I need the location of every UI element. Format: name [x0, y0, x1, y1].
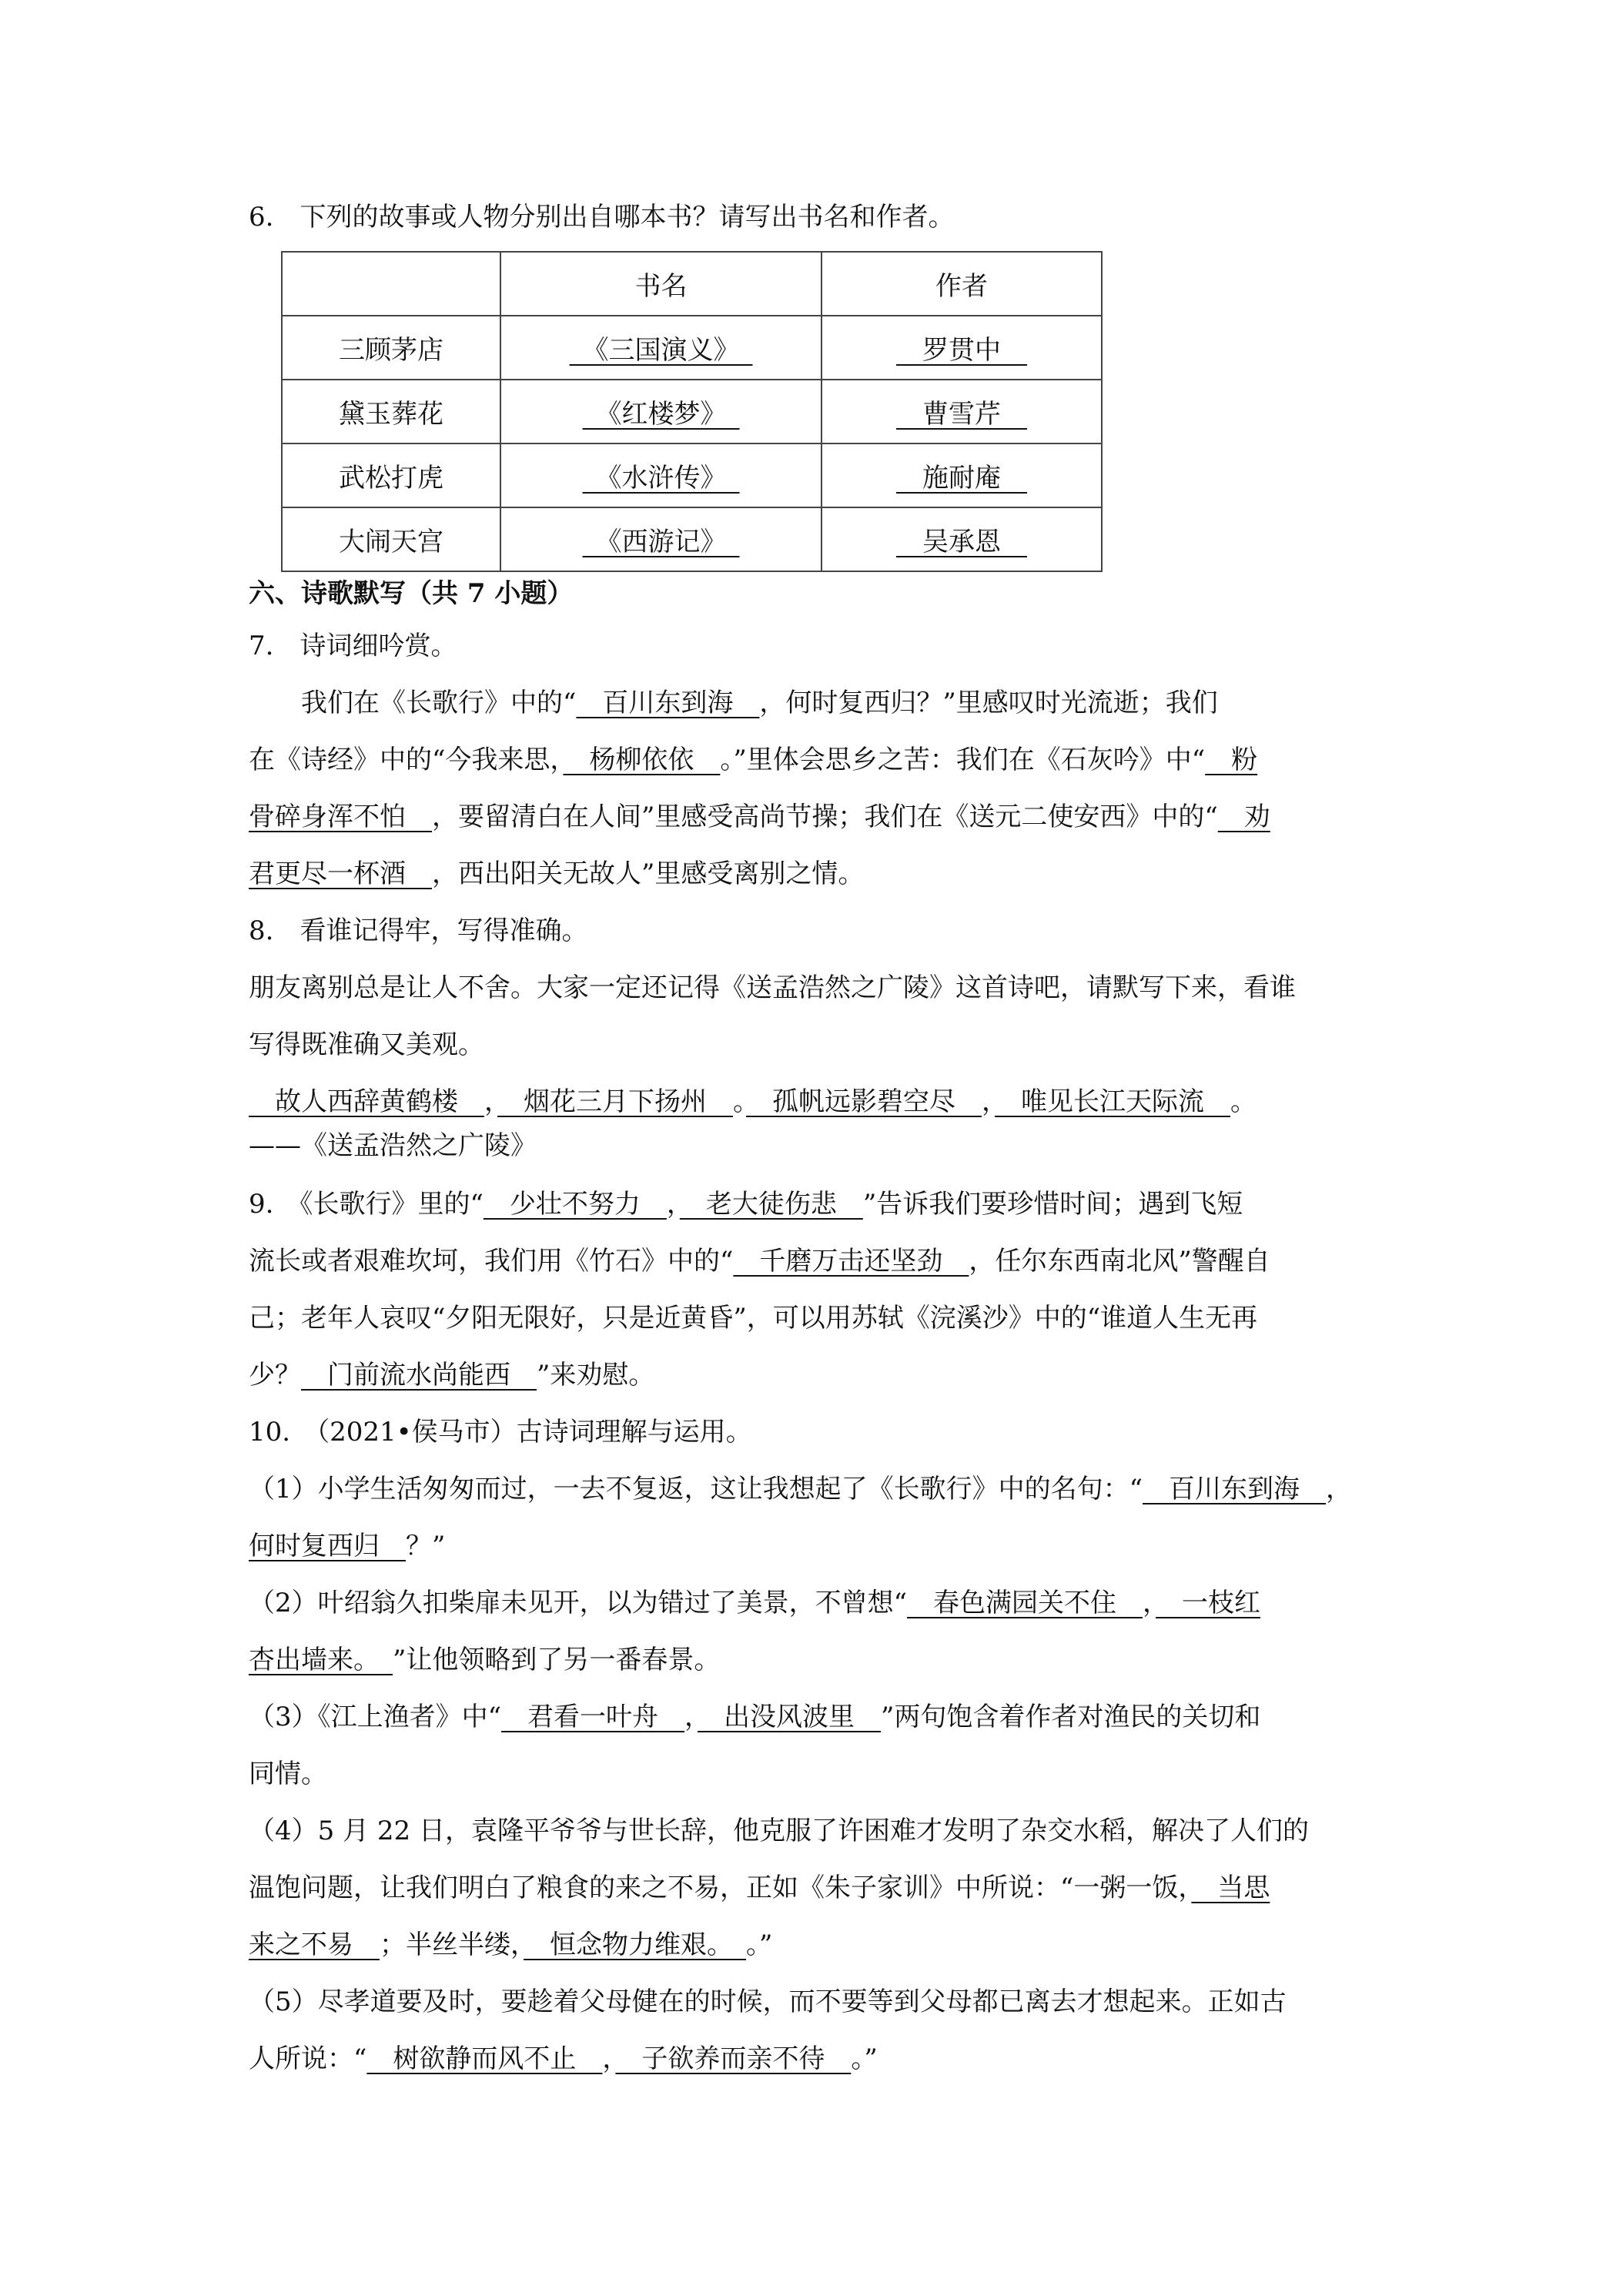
header-empty: [282, 252, 500, 316]
text: ，: [666, 1189, 680, 1220]
answer-blank: 君看一叶舟: [501, 1702, 685, 1732]
q10-title: 10. （2021•侯马市）古诗词理解与运用。: [249, 1417, 752, 1448]
q8-title: 8. 看谁记得牢，写得准确。: [249, 915, 588, 946]
text: 温饱问题，让我们明白了粮食的来之不易，正如《朱子家训》中所说：“一粥一饭，: [249, 1873, 1192, 1903]
book-answer: 《三国演义》: [569, 335, 753, 366]
text: ”让他领略到了另一番春景。: [393, 1645, 721, 1675]
q7-line: [249, 745, 1388, 775]
q10-line: [249, 1531, 1388, 1561]
answer-blank: 故人西辞黄鹤楼: [249, 1086, 484, 1117]
text: （2）叶绍翁久扣柴扉未见开，以为错过了美景，不曾想“: [249, 1588, 908, 1618]
q10-line: [249, 1702, 1388, 1732]
answer-blank: 君更尽一杯酒: [249, 858, 432, 889]
book-answer: 《西游记》: [582, 527, 740, 557]
text: ；半丝半缕，: [380, 1930, 524, 1960]
answer-blank: 百川东到海: [1143, 1474, 1327, 1504]
answer-blank: 劝: [1217, 802, 1270, 832]
text: ”来劝慰。: [537, 1360, 655, 1391]
text: 我们在《长歌行》中的“: [249, 688, 577, 718]
answer-blank: 当思: [1191, 1873, 1270, 1903]
answer-blank: 一枝红: [1156, 1588, 1261, 1618]
answer-blank: 恒念物力维艰。: [524, 1930, 746, 1960]
answer-blank: 春色满园关不住: [907, 1588, 1143, 1618]
q10-line: [249, 1645, 1388, 1675]
table-row: [282, 443, 1102, 507]
answer-blank: 杨柳依依: [563, 745, 721, 775]
q8-source: ——《送孟浩然之广陵》: [249, 1130, 537, 1161]
story-cell: 武松打虎: [282, 443, 500, 507]
table-header-row: [282, 252, 1102, 316]
author-answer: 吴承恩: [896, 527, 1027, 557]
table-row: [282, 316, 1102, 380]
answer-blank: 杏出墙来。: [249, 1645, 393, 1675]
q7-title: 7. 诗词细吟赏。: [249, 631, 457, 661]
answer-blank: 门前流水尚能西: [301, 1360, 537, 1391]
answer-blank: 来之不易: [249, 1930, 380, 1960]
story-cell: 三顾茅店: [282, 316, 500, 380]
q9-line: [249, 1360, 1388, 1391]
answer-blank: 唯见长江天际流: [995, 1086, 1230, 1117]
text: 。”: [746, 1930, 773, 1960]
q10-line: [249, 1930, 1388, 1960]
answer-blank: 何时复西归: [249, 1531, 406, 1561]
q10-line: [249, 1474, 1388, 1504]
text: ，: [1143, 1588, 1156, 1618]
text: ，西出阳关无故人”里感受离别之情。: [432, 858, 865, 889]
q8-answer-line: [249, 1086, 1388, 1117]
text: ，任尔东西南北风”警醒自: [969, 1246, 1270, 1277]
header-author: 作者: [822, 252, 1102, 316]
answer-blank: 子欲养而亲不待: [615, 2043, 852, 2074]
answer-blank: 骨碎身浑不怕: [249, 802, 432, 832]
story-cell: 大闹天宫: [282, 507, 500, 571]
q7-line: [249, 858, 1388, 889]
text: ”两句饱含着作者对渔民的关切和: [881, 1702, 1261, 1732]
q7-line: [249, 802, 1388, 832]
header-book: 书名: [500, 252, 822, 316]
author-answer: 曹雪芹: [896, 399, 1027, 430]
text: 。: [1230, 1086, 1257, 1117]
answer-blank: 千磨万击还坚劲: [733, 1246, 969, 1277]
text: 。”: [851, 2043, 878, 2074]
text: 少？: [249, 1360, 301, 1391]
q9-line: [249, 1189, 1388, 1220]
text: ，: [684, 1702, 698, 1732]
text: ？”: [406, 1531, 446, 1561]
answer-blank: 粉: [1205, 745, 1258, 775]
text: ，: [484, 1086, 497, 1117]
author-answer: 罗贯中: [896, 335, 1027, 366]
q7-line: [249, 688, 1388, 718]
q10-line: [249, 1588, 1388, 1618]
answer-blank: 少壮不努力: [483, 1189, 667, 1220]
q10-line: （5）尽孝道要及时，要趁着父母健在的时候，而不要等到父母都已离去才想起来。正如古: [249, 1986, 1287, 2017]
q8-line: 写得既准确又美观。: [249, 1029, 484, 1060]
table-row: [282, 380, 1102, 443]
q10-line: 同情。: [249, 1759, 327, 1789]
text: 人所说：“: [249, 2043, 367, 2074]
answer-blank: 烟花三月下扬州: [497, 1086, 733, 1117]
table-row: [282, 507, 1102, 571]
text: ”告诉我们要珍惜时间；遇到飞短: [862, 1189, 1243, 1220]
q10-line: [249, 1873, 1388, 1903]
text: ，: [982, 1086, 995, 1117]
q6-title: 6. 下列的故事或人物分别出自哪本书？请写出书名和作者。: [249, 202, 955, 233]
story-cell: 黛玉葬花: [282, 380, 500, 443]
text: ，要留清白在人间”里感受高尚节操；我们在《送元二使安西》中的“: [432, 802, 1218, 832]
author-answer: 施耐庵: [896, 463, 1027, 494]
q10-line: [249, 2043, 1388, 2074]
text: ，: [1326, 1474, 1353, 1504]
section-heading: 六、诗歌默写（共 7 小题）: [249, 578, 574, 609]
books-table: [281, 251, 1103, 572]
text: ，何时复西归？”里感叹时光流逝；我们: [759, 688, 1218, 718]
q9-line: [249, 1246, 1388, 1277]
text: 。: [733, 1086, 746, 1117]
answer-blank: 老大徒伤悲: [679, 1189, 863, 1220]
text: （1）小学生活匆匆而过，一去不复返，这让我想起了《长歌行》中的名句：“: [249, 1474, 1143, 1504]
q9-line: 己；老年人哀叹“夕阳无限好，只是近黄昏”，可以用苏轼《浣溪沙》中的“谁道人生无再: [249, 1303, 1258, 1334]
book-answer: 《水浒传》: [582, 463, 740, 494]
answer-blank: 出没风波里: [698, 1702, 882, 1732]
q8-line: 朋友离别总是让人不舍。大家一定还记得《送孟浩然之广陵》这首诗吧，请默写下来，看谁: [249, 972, 1296, 1003]
text: 9. 《长歌行》里的“: [249, 1189, 484, 1220]
text: ，: [602, 2043, 616, 2074]
q10-line: （4）5 月 22 日，袁隆平爷爷与世长辞，他克服了许困难才发明了杂交水稻，解决了人们的: [249, 1816, 1309, 1846]
text: 。”里体会思乡之苦：我们在《石灰吟》中“: [720, 745, 1206, 775]
answer-blank: 百川东到海: [576, 688, 760, 718]
book-answer: 《红楼梦》: [582, 399, 740, 430]
answer-blank: 孤帆远影碧空尽: [746, 1086, 982, 1117]
text: 流长或者艰难坎坷，我们用《竹石》中的“: [249, 1246, 734, 1277]
text: 在《诗经》中的“今我来思，: [249, 745, 564, 775]
text: （3）《江上渔者》中“: [249, 1702, 502, 1732]
answer-blank: 树欲静而风不止: [366, 2043, 603, 2074]
